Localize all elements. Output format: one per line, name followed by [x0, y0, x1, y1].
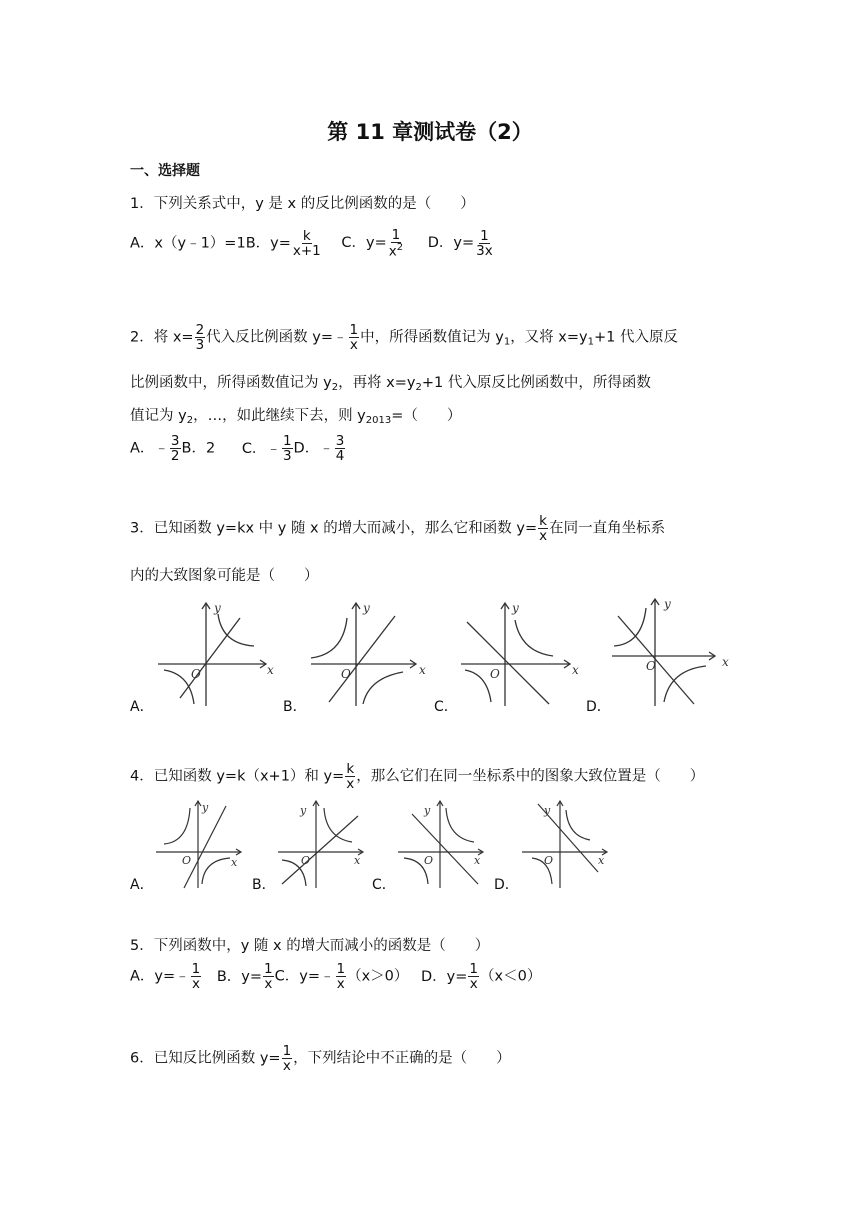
section-heading: 一、选择题 — [130, 163, 200, 179]
q4-option-d-label: D． — [494, 877, 519, 893]
svg-text:y: y — [300, 804, 307, 817]
svg-text:y: y — [363, 601, 370, 615]
q5-option-c-fraction: $\frac{1}{x}$ — [336, 961, 346, 993]
q5-option-a-fraction: $\frac{1}{x}$ — [191, 961, 201, 993]
q3-stem-line1: 3．已知函数 y=kx 中 y 随 x 的增大而减小，那么它和函数 y= $\frac{k}{x}$ 在同一直角坐标系 — [130, 513, 666, 545]
q2-stem-line1: 2．将 x= $\frac{2}{3}$ 代入反比例函数 y=﹣ $\frac{1}{x}$ 中，所得函数值记为 $y_1$，又将 $x=y_1+1$ 代入原反 — [130, 322, 678, 354]
q2-stem-line3: 值记为 $y_2$，…，如此继续下去，则 $y_{2013}=$（ ） — [130, 408, 462, 426]
q1-stem: 1．下列关系式中，y 是 x 的反比例函数的是（ ） — [130, 196, 475, 212]
q1-option-b-label: B．y= — [245, 235, 291, 252]
svg-text:y: y — [424, 804, 431, 817]
q3-option-a-label: A． — [130, 699, 154, 715]
svg-text:x: x — [419, 663, 426, 677]
svg-text:O: O — [301, 854, 311, 867]
q6-stem: 6．已知反比例函数 y= $\frac{1}{x}$ ，下列结论中不正确的是（ ） — [130, 1043, 511, 1075]
q4-option-b-label: B． — [252, 877, 276, 893]
q4-graph-c — [396, 798, 490, 890]
q4-stem: 4．已知函数 y=k（x+1）和 y= $\frac{k}{x}$ ，那么它们在同一坐标系中的图象大致位置是（ ） — [130, 761, 705, 793]
svg-text:O: O — [490, 667, 500, 681]
svg-text:O: O — [646, 659, 656, 673]
svg-text:O: O — [191, 667, 201, 681]
svg-text:y: y — [664, 597, 671, 611]
q1-option-d-label: D．y= — [427, 235, 475, 252]
svg-text:x: x — [354, 854, 361, 867]
svg-text:x: x — [267, 663, 274, 677]
q3-graph-d — [610, 596, 740, 710]
q4-graph-b — [276, 798, 370, 890]
q4-graph-d — [520, 798, 614, 890]
q3-option-c-label: C． — [434, 699, 458, 715]
q1-option-c-label: C．y= — [341, 235, 387, 252]
svg-text:x: x — [231, 856, 238, 869]
q5-option-b-fraction: $\frac{1}{x}$ — [264, 961, 273, 993]
q3-graph-c — [457, 598, 587, 710]
q3-graph-a — [150, 598, 280, 710]
svg-text:x: x — [598, 854, 605, 867]
q1-options — [130, 228, 495, 259]
q1-option-b-fraction: $\frac{k}{x+1}$ — [292, 227, 321, 259]
q5-options: A．y=﹣ $\frac{1}{x}$ B．y= $\frac{1}{x}$ C．y=﹣ $\frac{1}{x}$ （x＞0） D．y= $\frac{1}{x}$ （x＜0） — [130, 961, 542, 993]
svg-text:x: x — [572, 663, 579, 677]
q2-option-d-fraction: $\frac{3}{4}$ — [335, 433, 345, 465]
svg-text:x: x — [722, 655, 729, 669]
q2-option-a-fraction: $\frac{3}{2}$ — [170, 433, 180, 465]
q5-option-d-fraction: $\frac{1}{x}$ — [469, 961, 479, 993]
svg-text:O: O — [182, 854, 192, 867]
q4-option-a-label: A． — [130, 877, 154, 893]
svg-text:O: O — [341, 667, 351, 681]
page-title: 第 11 章测试卷（2） — [327, 120, 533, 144]
q5-stem: 5．下列函数中，y 随 x 的增大而减小的函数是（ ） — [130, 938, 490, 954]
q1-option-a: A．x（y﹣1）=1 — [130, 235, 246, 252]
q1-option-d-fraction: $\frac{1}{3x}$ — [476, 227, 493, 259]
svg-text:y: y — [544, 804, 551, 817]
q3-option-b-label: B． — [283, 699, 307, 715]
q3-option-d-label: D． — [586, 699, 611, 715]
q4-graph-a — [154, 798, 248, 890]
svg-text:x: x — [474, 854, 481, 867]
svg-text:y: y — [214, 601, 221, 615]
q2-stem-line2: 比例函数中，所得函数值记为 $y_2$，再将 $x=y_2+1$ 代入原反比例函数中，所得函数 — [130, 375, 651, 393]
q2-fraction-1-x: $\frac{1}{x}$ — [349, 322, 359, 354]
q3-fraction-k-x: $\frac{k}{x}$ — [539, 513, 548, 545]
q3-stem-line2: 内的大致图象可能是（ ） — [130, 568, 319, 584]
svg-text:O: O — [424, 854, 434, 867]
svg-text:O: O — [544, 854, 554, 867]
q4-option-c-label: C． — [372, 877, 396, 893]
svg-text:y: y — [202, 801, 209, 814]
q2-options: A．﹣ $\frac{3}{2}$ B．2 C．﹣ $\frac{1}{3}$ D．﹣ $\frac{3}{4}$ — [130, 433, 345, 465]
q2-fraction-2-3: $\frac{2}{3}$ — [195, 322, 205, 354]
q6-fraction-1-x: $\frac{1}{x}$ — [282, 1043, 292, 1075]
svg-text:y: y — [512, 601, 519, 615]
q1-option-c-fraction: $\frac{1}{x^2}$ — [388, 227, 404, 260]
q4-fraction-k-x: $\frac{k}{x}$ — [346, 761, 355, 793]
q3-graph-b — [303, 598, 435, 710]
q2-option-c-fraction: $\frac{1}{3}$ — [282, 433, 292, 465]
